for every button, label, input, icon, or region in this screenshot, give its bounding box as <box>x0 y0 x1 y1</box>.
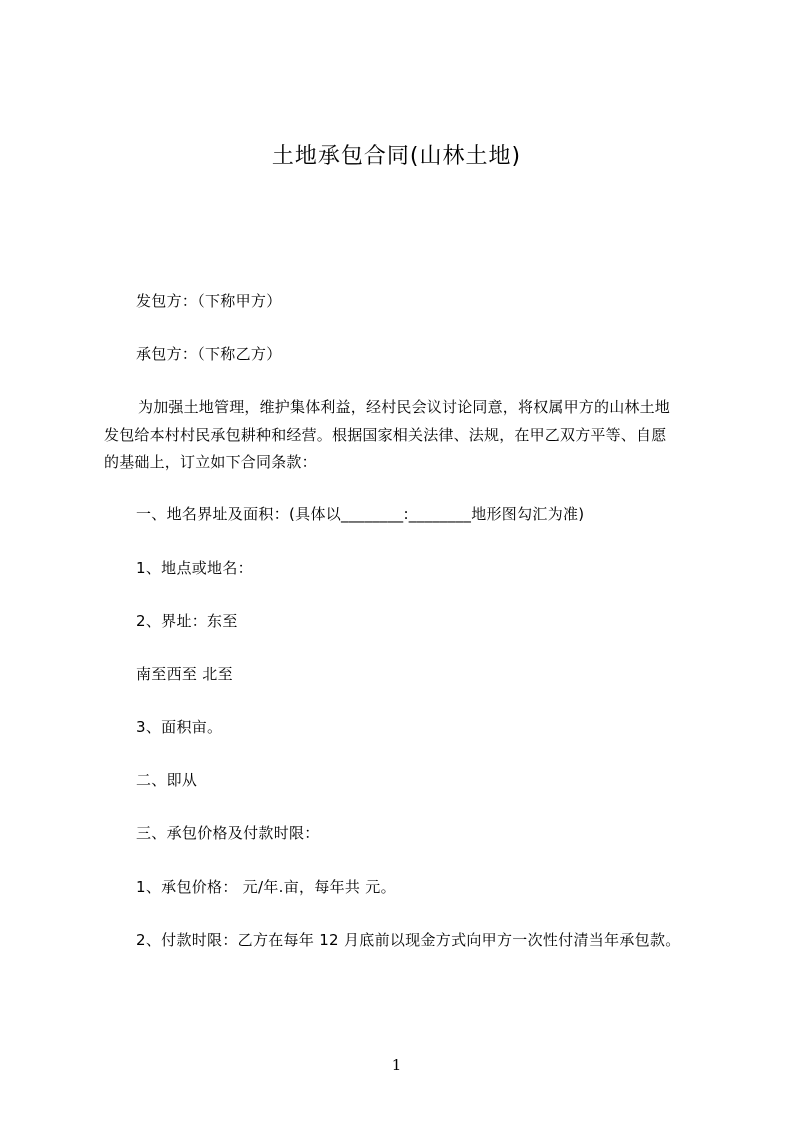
clause-item: 3、面积亩。 <box>136 718 223 736</box>
clause-item: 1、承包价格： 元/年.亩，每年共 元。 <box>136 878 396 896</box>
document-title: 土地承包合同(山林土地) <box>271 144 522 169</box>
clause-item: 南至西至 北至 <box>136 665 233 683</box>
clause-item: 1、地点或地名： <box>136 559 253 577</box>
section-heading: 二、即从 <box>136 771 198 789</box>
party-b-line: 承包方：（下称乙方） <box>136 345 282 363</box>
page-number: 1 <box>391 1056 402 1074</box>
party-a-line: 发包方：（下称甲方） <box>136 292 282 310</box>
section-heading: 一、地名界址及面积：(具体以________:________地形图勾汇为准) <box>136 505 585 523</box>
clause-item: 2、付款时限：乙方在每年 12 月底前以现金方式向甲方一次性付清当年承包款。 <box>136 931 681 949</box>
section-heading: 三、承包价格及付款时限： <box>136 824 320 842</box>
intro-line: 的基础上，订立如下合同条款： <box>104 453 317 471</box>
intro-line: 为加强土地管理，维护集体利益，经村民会议讨论同意，将权属甲方的山林土地 <box>138 398 671 416</box>
intro-paragraph <box>104 394 704 477</box>
intro-line: 发包给本村村民承包耕种和经营。根据国家相关法律、法规，在甲乙双方平等、自愿 <box>104 425 667 444</box>
clause-item: 2、界址：东至 <box>136 612 238 630</box>
